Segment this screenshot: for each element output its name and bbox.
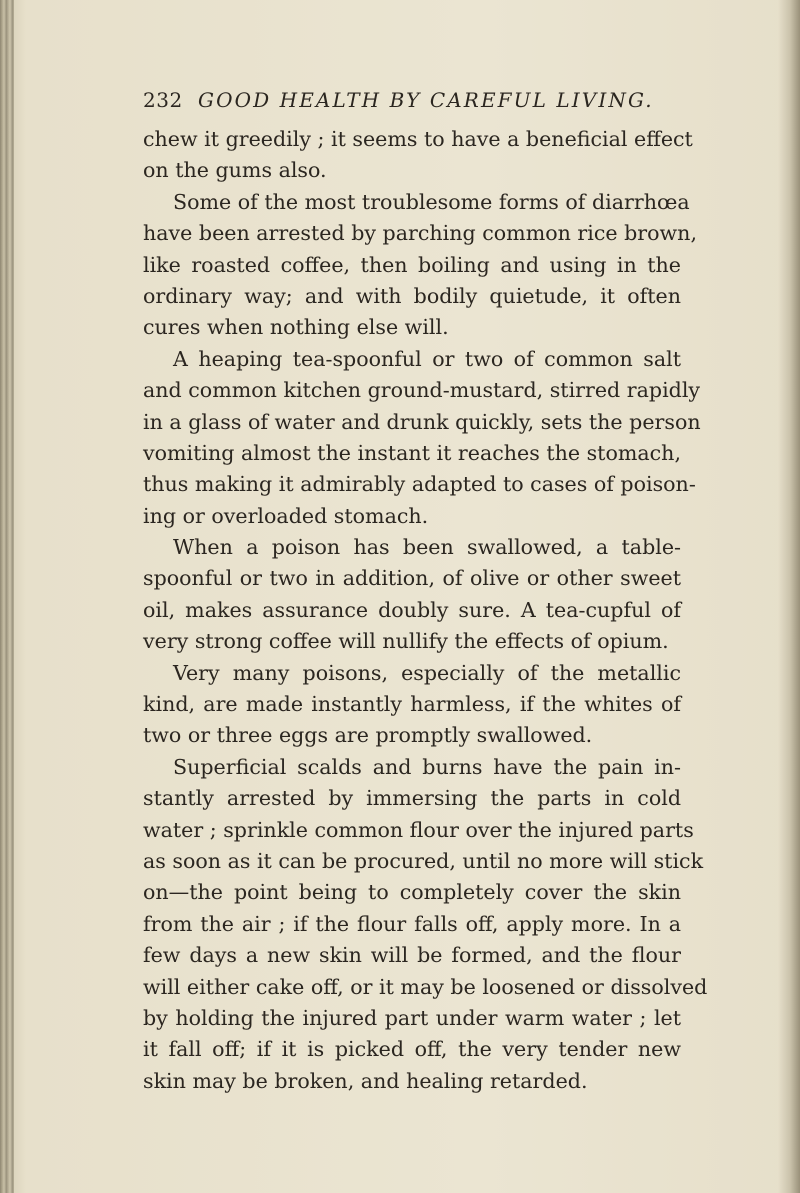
- page-number: 232: [143, 88, 183, 112]
- text-line: ing or overloaded stomach.: [143, 503, 429, 528]
- text-line: on the gums also.: [143, 158, 327, 183]
- text-line: thus making it admirably adapted to cases of poison-: [143, 472, 696, 497]
- running-title: GOOD HEALTH BY CAREFUL LIVING.: [198, 88, 654, 112]
- text-line: A heaping tea-spoonful or two of common salt: [173, 346, 681, 371]
- text-line: from the air ; if the flour falls off, apply more. In a: [143, 911, 681, 936]
- text-line: as soon as it can be procured, until no more will stick: [143, 848, 704, 873]
- text-line: very strong coffee will nullify the effects of opium.: [143, 629, 669, 654]
- text-line: stantly arrested by immersing the parts in cold: [143, 786, 681, 811]
- text-line: vomiting almost the instant it reaches the stomach,: [143, 440, 681, 465]
- text-line: oil, makes assurance doubly sure. A tea-cupful of: [143, 597, 681, 622]
- text-line: spoonful or two in addition, of olive or other sweet: [143, 566, 681, 591]
- text-line: Very many poisons, especially of the metallic: [173, 660, 681, 685]
- text-line: water ; sprinkle common flour over the injured parts: [143, 817, 694, 842]
- text-line: Some of the most troublesome forms of diarrhœa: [173, 189, 690, 214]
- text-line: few days a new skin will be formed, and the flour: [143, 943, 681, 968]
- body-text: [143, 124, 708, 1097]
- text-line: When a poison has been swallowed, a table-: [173, 535, 681, 560]
- text-line: and common kitchen ground-mustard, stirred rapidly: [143, 378, 701, 403]
- text-line: kind, are made instantly harmless, if the whites of: [143, 692, 681, 717]
- text-line: cures when nothing else will.: [143, 315, 449, 340]
- text-line: have been arrested by parching common rice brown,: [143, 221, 697, 246]
- text-line: in a glass of water and drunk quickly, sets the person: [143, 409, 701, 434]
- text-line: Superficial scalds and burns have the pain in-: [173, 754, 681, 779]
- text-line: by holding the injured part under warm water ; let: [143, 1005, 681, 1030]
- book-binding-edge: [0, 0, 14, 1193]
- text-line: skin may be broken, and healing retarded.: [143, 1068, 588, 1093]
- text-line: chew it greedily ; it seems to have a beneficial effect: [143, 127, 693, 151]
- page-edge-shadow: [778, 0, 800, 1193]
- text-line: like roasted coffee, then boiling and using in the: [143, 252, 681, 277]
- page-header: [143, 88, 703, 118]
- text-line: ordinary way; and with bodily quietude, it often: [143, 283, 681, 308]
- text-line: will either cake off, or it may be loosened or dissolved: [143, 974, 708, 999]
- text-line: on—the point being to completely cover the skin: [143, 880, 681, 905]
- text-line: it fall off; if it is picked off, the very tender new: [143, 1037, 681, 1062]
- text-line: two or three eggs are promptly swallowed.: [143, 723, 593, 748]
